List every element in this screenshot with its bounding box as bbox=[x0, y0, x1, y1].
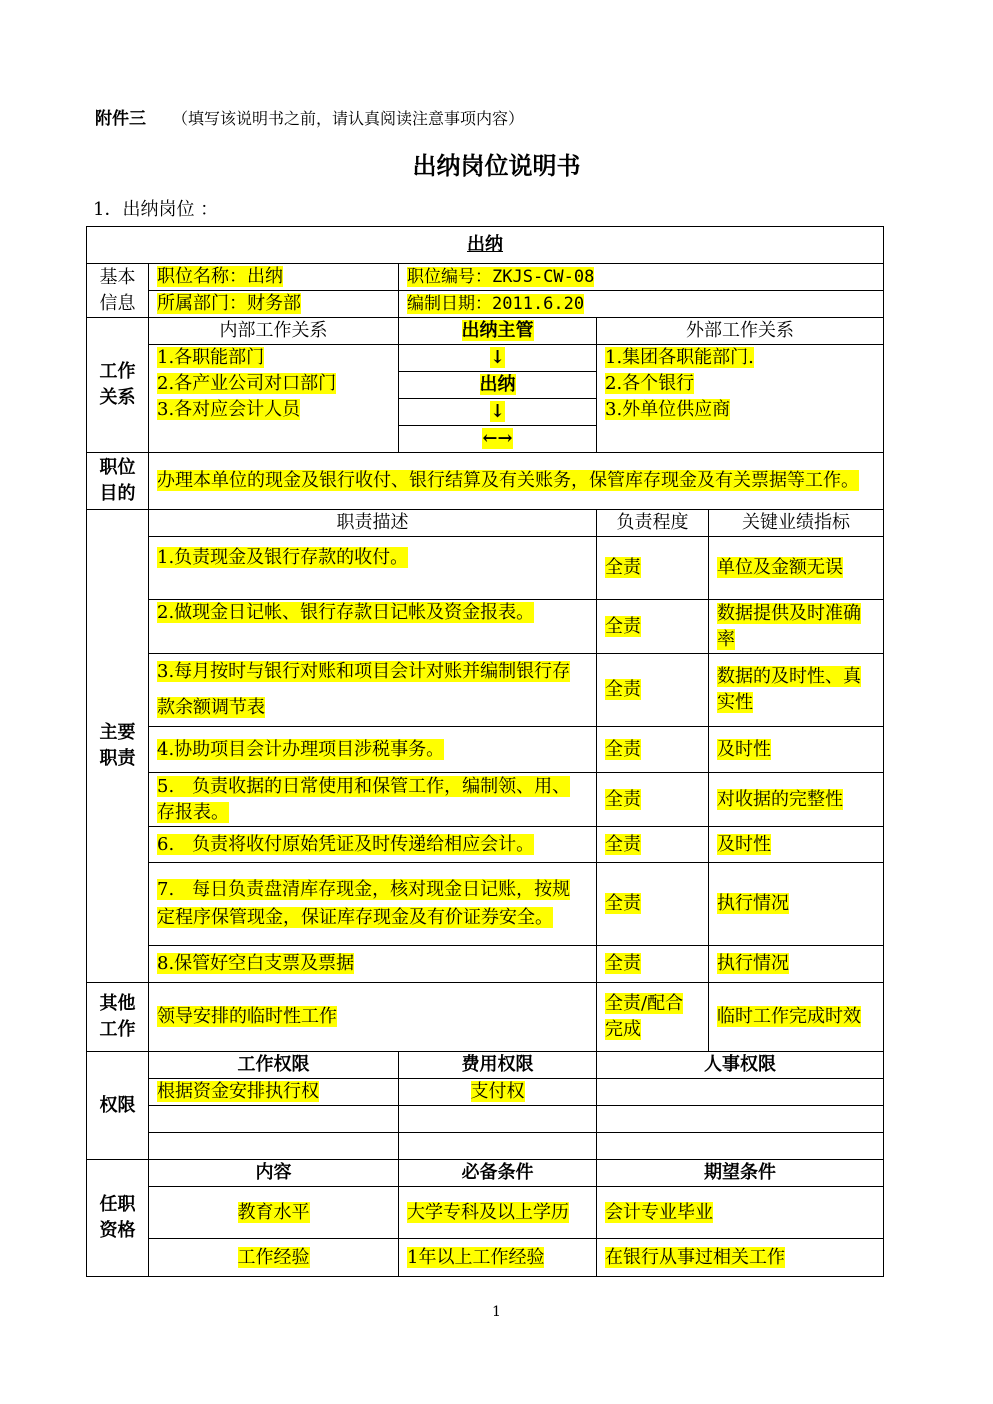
table-row bbox=[87, 600, 884, 654]
external-relation-item: 2.各个银行 bbox=[605, 373, 695, 394]
work-authority-header: 工作权限 bbox=[149, 1052, 399, 1079]
other-work-kpi: 临时工作完成时效 bbox=[717, 1006, 861, 1027]
position-code-cell bbox=[399, 264, 884, 291]
duty-level: 全责 bbox=[605, 953, 641, 974]
empty-cell bbox=[149, 1133, 399, 1160]
other-work-desc: 领导安排的临时性工作 bbox=[157, 1006, 337, 1027]
table-row bbox=[87, 773, 884, 827]
other-work-kpi-cell bbox=[709, 983, 884, 1052]
table-row bbox=[87, 654, 884, 727]
duty-desc-header: 职责描述 bbox=[149, 510, 597, 537]
hr-authority-cell bbox=[597, 1079, 884, 1106]
table-row bbox=[87, 827, 884, 863]
duty-desc: 3.每月按时与银行对账和项目会计对账并编制银行存款余额调节表 bbox=[157, 661, 571, 718]
section-heading: 1．出纳岗位 ： bbox=[93, 199, 219, 220]
purpose-text: 办理本单位的现金及银行收付、银行结算及有关账务，保管库存现金及有关票据等工作。 bbox=[157, 470, 859, 491]
cost-authority: 支付权 bbox=[470, 1081, 525, 1102]
position-cell bbox=[399, 372, 597, 399]
duty-level-header: 负责程度 bbox=[597, 510, 709, 537]
duty-level: 全责 bbox=[605, 615, 641, 637]
arrow-lr-cell bbox=[399, 426, 597, 453]
table-row bbox=[87, 537, 884, 600]
internal-relation-item: 2.各产业公司对口部门 bbox=[157, 373, 337, 394]
compile-date-cell bbox=[399, 291, 884, 318]
purpose-label: 职位 目的 bbox=[87, 453, 149, 510]
external-relations-list bbox=[597, 345, 884, 453]
external-relation-item: 1.集团各职能部门. bbox=[605, 347, 754, 368]
empty-cell bbox=[399, 1133, 597, 1160]
post-title-cell bbox=[87, 227, 884, 264]
empty-cell bbox=[149, 1106, 399, 1133]
table-row bbox=[87, 727, 884, 773]
other-work-desc-cell bbox=[149, 983, 597, 1052]
position-node: 出纳 bbox=[479, 374, 516, 395]
duty-kpi: 数据的及时性、真实性 bbox=[717, 666, 861, 713]
internal-relation-item: 1.各职能部门 bbox=[157, 347, 265, 368]
department: 所属部门：财务部 bbox=[157, 293, 301, 314]
external-relation-item: 3.外单位供应商 bbox=[605, 399, 731, 420]
qual-content: 教育水平 bbox=[237, 1201, 310, 1223]
work-relations-label: 工作 关系 bbox=[87, 318, 149, 453]
basic-info-label: 基本 信息 bbox=[87, 264, 149, 318]
arrow-down-cell-2 bbox=[399, 399, 597, 426]
qualification-label: 任职 资格 bbox=[87, 1160, 149, 1277]
work-authority: 根据资金安排执行权 bbox=[157, 1081, 319, 1102]
arrow-down-icon: ↓ bbox=[489, 401, 506, 422]
authority-label: 权限 bbox=[87, 1052, 149, 1160]
duty-level: 全责 bbox=[605, 788, 641, 810]
qual-content-header: 内容 bbox=[149, 1160, 399, 1187]
supervisor: 出纳主管 bbox=[461, 320, 534, 341]
position-code: 职位编号：ZKJS-CW-08 bbox=[407, 267, 595, 287]
arrow-down-icon: ↓ bbox=[489, 347, 506, 368]
internal-relation-item: 3.各对应会计人员 bbox=[157, 399, 301, 420]
hr-authority-header: 人事权限 bbox=[597, 1052, 884, 1079]
other-work-level: 全责/配合完成 bbox=[605, 993, 684, 1040]
main-duties-label: 主要 职责 bbox=[87, 510, 149, 983]
qual-required: 大学专科及以上学历 bbox=[407, 1201, 569, 1223]
internal-relations-title: 内部工作关系 bbox=[149, 318, 399, 345]
empty-cell bbox=[597, 1133, 884, 1160]
other-work-level-cell bbox=[597, 983, 709, 1052]
duty-level: 全责 bbox=[605, 833, 641, 855]
duty-kpi: 单位及金额无误 bbox=[717, 557, 843, 578]
other-work-label: 其他 工作 bbox=[87, 983, 149, 1052]
qual-required-header: 必备条件 bbox=[399, 1160, 597, 1187]
table-row bbox=[87, 863, 884, 946]
department-cell bbox=[149, 291, 399, 318]
qual-expected-header: 期望条件 bbox=[597, 1160, 884, 1187]
qual-content: 工作经验 bbox=[237, 1246, 310, 1268]
duty-desc: 4.协助项目会计办理项目涉税事务。 bbox=[157, 738, 445, 760]
qual-expected: 会计专业毕业 bbox=[605, 1201, 713, 1223]
duty-kpi-header: 关键业绩指标 bbox=[709, 510, 884, 537]
compile-date: 编制日期：2011.6.20 bbox=[407, 294, 585, 314]
supervisor-cell bbox=[399, 318, 597, 345]
arrow-down-cell bbox=[399, 345, 597, 372]
post-title: 出纳 bbox=[467, 234, 504, 255]
duty-level: 全责 bbox=[605, 679, 641, 700]
job-description-table bbox=[86, 226, 884, 1277]
duty-desc: 2.做现金日记帐、银行存款日记帐及资金报表。 bbox=[157, 602, 535, 623]
duty-desc: 5. 负责收据的日常使用和保管工作，编制领、用、存报表。 bbox=[157, 775, 571, 823]
empty-cell bbox=[399, 1106, 597, 1133]
duty-level: 全责 bbox=[605, 738, 641, 760]
table-row bbox=[87, 1187, 884, 1239]
purpose-cell bbox=[149, 453, 884, 510]
annex-note: （填写该说明书之前，请认真阅读注意事项内容） bbox=[172, 109, 525, 128]
duty-kpi: 及时性 bbox=[717, 833, 771, 855]
empty-cell bbox=[597, 1106, 884, 1133]
work-authority-cell bbox=[149, 1079, 399, 1106]
page-title: 出纳岗位说明书 bbox=[412, 152, 581, 180]
duty-kpi: 执行情况 bbox=[717, 953, 789, 974]
duty-kpi: 数据提供及时准确率 bbox=[717, 602, 861, 650]
arrow-left-right-icon: ←→ bbox=[482, 428, 513, 449]
internal-relations-list bbox=[149, 345, 399, 453]
duty-kpi: 及时性 bbox=[717, 738, 771, 760]
qual-expected: 在银行从事过相关工作 bbox=[605, 1246, 785, 1268]
duty-level: 全责 bbox=[605, 557, 641, 578]
annex-label: 附件三 bbox=[95, 109, 146, 129]
cost-authority-header: 费用权限 bbox=[399, 1052, 597, 1079]
duty-desc: 1.负责现金及银行存款的收付。 bbox=[157, 547, 409, 568]
position-name-cell bbox=[149, 264, 399, 291]
page-number: 1 bbox=[492, 1304, 501, 1320]
cost-authority-cell bbox=[399, 1079, 597, 1106]
duty-kpi: 执行情况 bbox=[717, 893, 789, 914]
duty-level: 全责 bbox=[605, 893, 641, 914]
table-row bbox=[87, 1239, 884, 1277]
duty-desc: 7. 每日负责盘清库存现金，核对现金日记账，按规定程序保管现金，保证库存现金及有价证券安全。 bbox=[157, 879, 571, 928]
table-row bbox=[87, 946, 884, 983]
duty-kpi: 对收据的完整性 bbox=[717, 788, 843, 810]
duty-desc: 8.保管好空白支票及票据 bbox=[157, 953, 355, 974]
qual-required: 1年以上工作经验 bbox=[407, 1246, 545, 1268]
duty-desc: 6. 负责将收付原始凭证及时传递给相应会计。 bbox=[157, 833, 535, 855]
external-relations-title: 外部工作关系 bbox=[597, 318, 884, 345]
annex-header bbox=[95, 104, 524, 129]
position-name: 职位名称：出纳 bbox=[157, 266, 283, 287]
